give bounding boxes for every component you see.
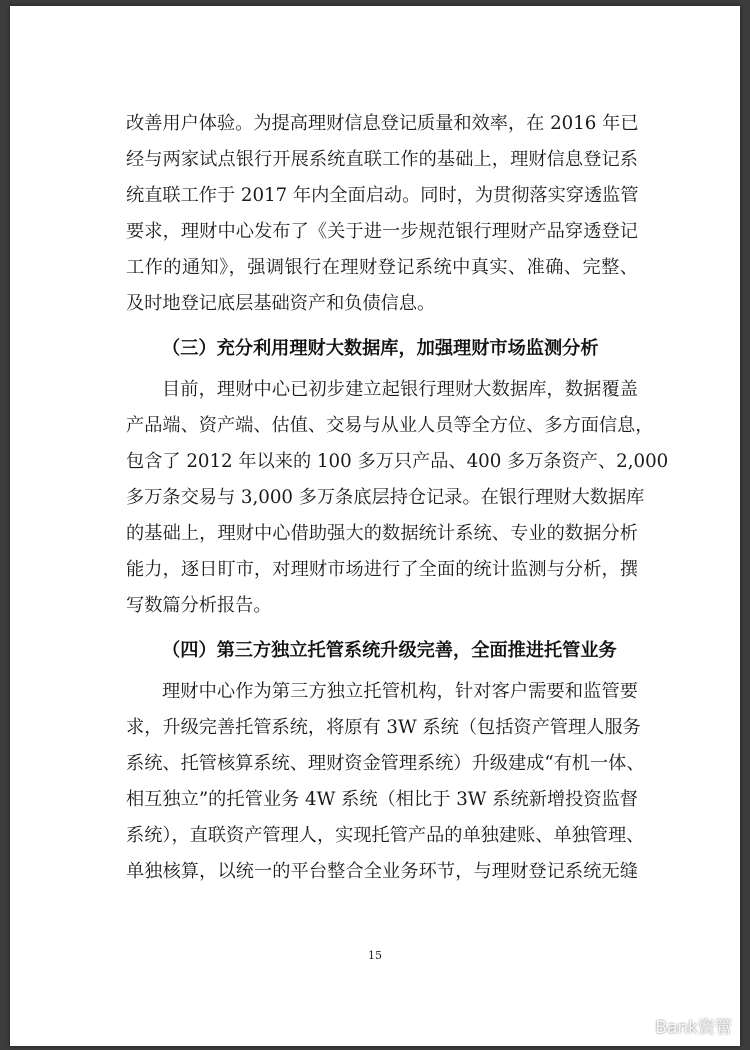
paragraph-line: 求，升级完善托管系统，将原有 3W 系统（包括资产管理人服务 (126, 717, 641, 738)
paragraph-line: 包含了 2012 年以来的 100 多万只产品、400 多万条资产、2,000 (126, 451, 669, 472)
section-heading-4: （四）第三方独立托管系统升级完善，全面推进托管业务 (162, 640, 617, 661)
page-number: 15 (368, 949, 382, 962)
paragraph-line: 工作的通知》，强调银行在理财登记系统中真实、准确、完整、 (126, 257, 638, 278)
wechat-icon (619, 1014, 649, 1038)
paragraph-line: 单独核算，以统一的平台整合全业务环节，与理财登记系统无缝 (126, 861, 638, 882)
paragraph-line: 理财中心作为第三方独立托管机构，针对客户需要和监管要 (162, 681, 638, 702)
paragraph-line: 统直联工作于 2017 年内全面启动。同时，为贯彻落实穿透监管 (126, 185, 639, 206)
paragraph-line: 要求，理财中心发布了《关于进一步规范银行理财产品穿透登记 (126, 221, 638, 242)
paragraph-line: 系统、托管核算系统、理财资金管理系统）升级建成“有机一体、 (126, 753, 645, 774)
paragraph-line: 经与两家试点银行开展系统直联工作的基础上，理财信息登记系 (126, 149, 638, 170)
paragraph-line: 多万条交易与 3,000 多万条底层持仓记录。在银行理财大数据库 (126, 487, 645, 508)
paragraph-line: 产品端、资产端、估值、交易与从业人员等全方位、多方面信息， (126, 415, 654, 436)
paragraph-line: 改善用户体验。为提高理财信息登记质量和效率，在 2016 年已 (126, 113, 639, 134)
paragraph-line: 写数篇分析报告。 (126, 595, 272, 616)
section-heading-3: （三）充分利用理财大数据库，加强理财市场监测分析 (162, 338, 599, 359)
watermark-label: Bank资管 (655, 1018, 732, 1038)
paragraph-line: 及时地登记底层基础资产和负债信息。 (126, 293, 436, 314)
paragraph-line: 能力，逐日盯市，对理财市场进行了全面的统计监测与分析，撰 (126, 559, 638, 580)
paragraph-line: 目前，理财中心已初步建立起银行理财大数据库，数据覆盖 (162, 379, 638, 400)
paragraph-line: 相互独立”的托管业务 4W 系统（相比于 3W 系统新增投资监督 (126, 789, 638, 810)
watermark (619, 1013, 732, 1038)
document-page (10, 6, 740, 1046)
paragraph-line: 系统），直联资产管理人，实现托管产品的单独建账、单独管理、 (126, 825, 645, 846)
paragraph-line: 的基础上，理财中心借助强大的数据统计系统、专业的数据分析 (126, 523, 638, 544)
